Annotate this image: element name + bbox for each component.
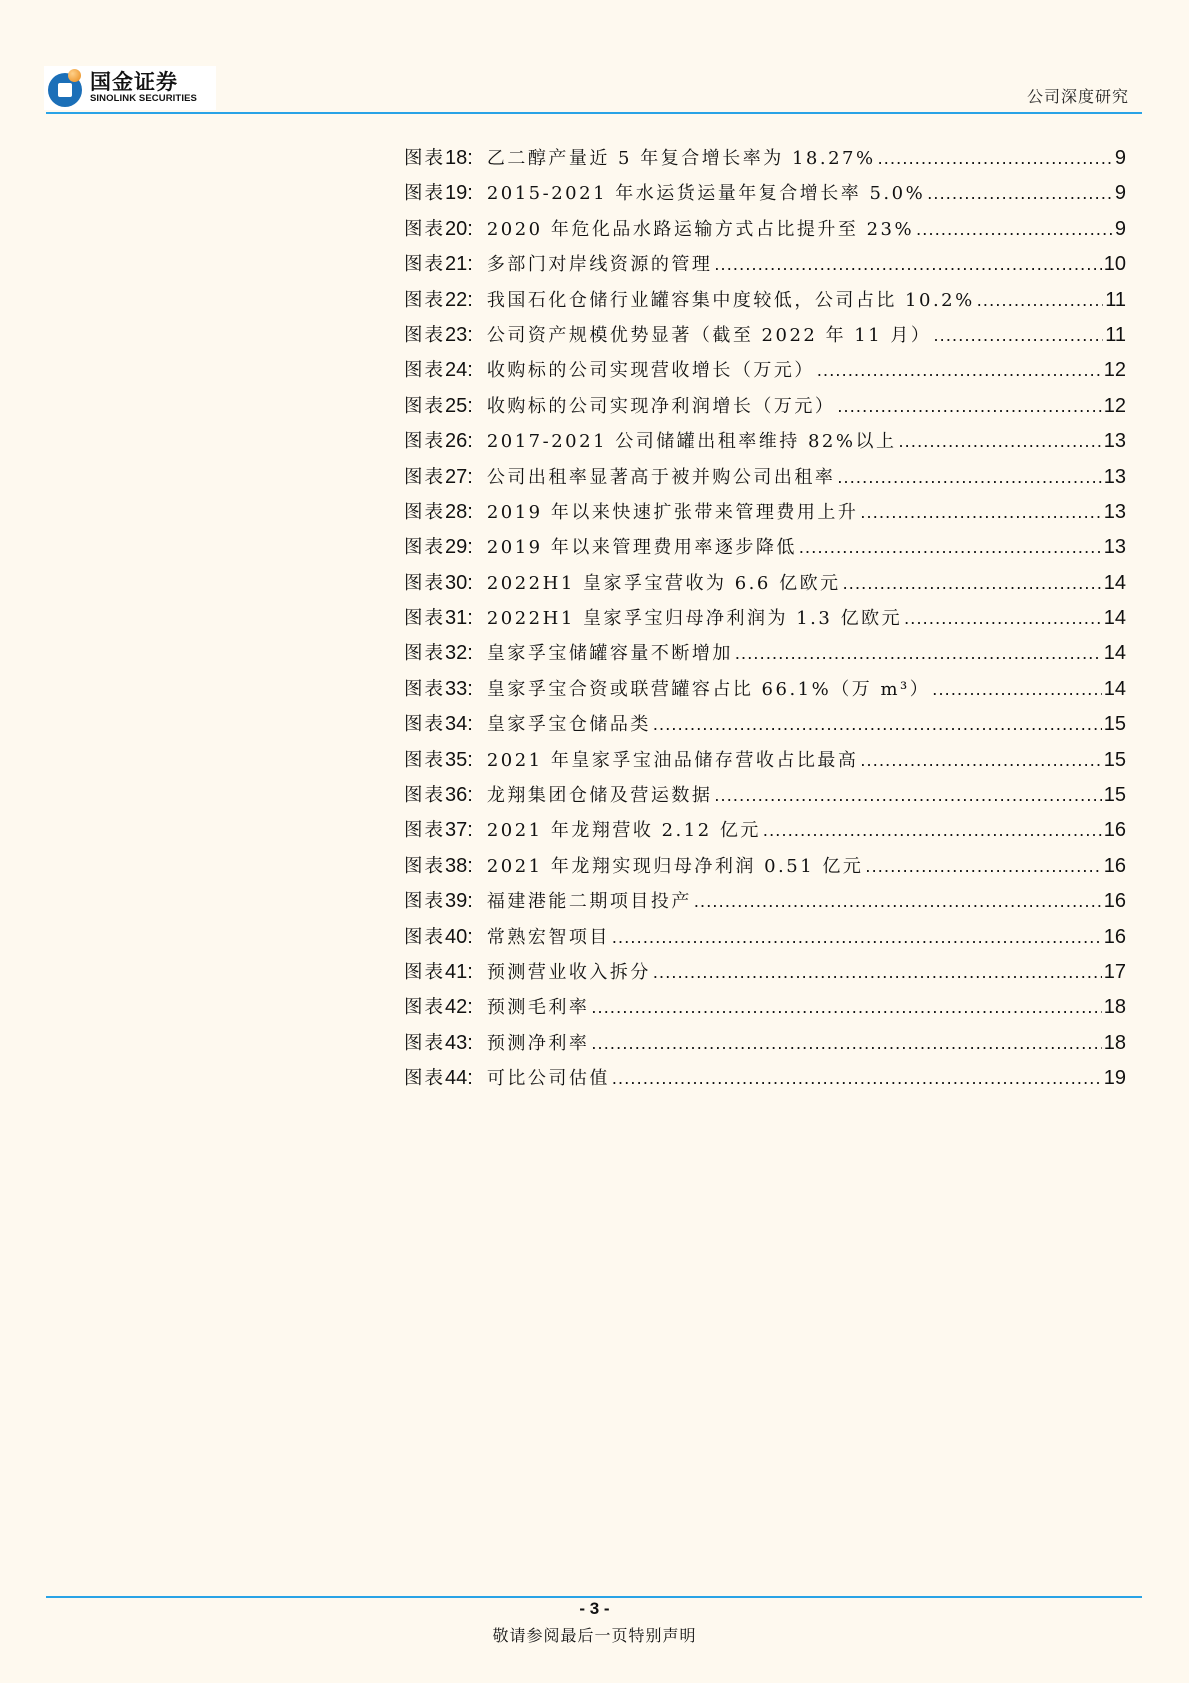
toc-entry-title[interactable]: 皇家孚宝仓储品类: [486, 714, 651, 736]
toc-entry-title[interactable]: 2021 年龙翔实现归母净利润 0.51 亿元: [486, 855, 864, 877]
toc-entry-page[interactable]: 18: [1103, 996, 1126, 1019]
toc-entry-number: 43:: [445, 1031, 473, 1054]
toc-entry-number: 22:: [445, 288, 473, 311]
toc-entry-label: [404, 498, 473, 524]
toc-entry-title[interactable]: 2019 年以来快速扩张带来管理费用上升: [486, 501, 859, 523]
toc-entry[interactable]: [404, 498, 1126, 533]
toc-entry-label: [404, 427, 473, 453]
toc-entry-label: [404, 1029, 473, 1055]
toc-entry-number: 29:: [445, 536, 473, 559]
toc-label-prefix: 图表: [404, 360, 446, 382]
toc-entry-number: 38:: [445, 854, 473, 877]
toc-label-prefix: 图表: [404, 608, 446, 630]
toc-entry-number: 42:: [445, 996, 473, 1019]
toc-entry-page[interactable]: 12: [1103, 359, 1126, 382]
toc-label-prefix: 图表: [404, 254, 446, 276]
toc-entry-number: 40:: [445, 925, 473, 948]
toc-entry-label: [404, 639, 473, 665]
toc-entry-page[interactable]: 9: [1114, 217, 1126, 240]
figure-index-list: [404, 144, 1126, 1100]
toc-entry[interactable]: [404, 887, 1126, 922]
toc-entry-label: [404, 816, 473, 842]
toc-entry-title[interactable]: 常熟宏智项目: [486, 926, 610, 948]
page-number: - 3 -: [579, 1599, 610, 1618]
footer-divider: [46, 1596, 1142, 1598]
toc-entry-title[interactable]: 预测净利率: [486, 1032, 590, 1054]
toc-label-prefix: 图表: [404, 395, 446, 417]
toc-entry-title[interactable]: 公司资产规模优势显著（截至 2022 年 11 月）: [486, 324, 932, 346]
toc-entry-page[interactable]: 9: [1114, 182, 1126, 205]
toc-entry-page[interactable]: 17: [1103, 960, 1126, 983]
toc-entry-title[interactable]: 福建港能二期项目投产: [486, 891, 692, 913]
toc-entry-title[interactable]: 多部门对岸线资源的管理: [486, 254, 713, 276]
toc-dot-leader: [898, 431, 1101, 452]
toc-entry-number: 19:: [445, 182, 473, 205]
toc-entry-label: [404, 463, 473, 489]
toc-entry-number: 41:: [445, 960, 473, 983]
toc-entry-label: [404, 746, 473, 772]
toc-entry[interactable]: [404, 746, 1126, 781]
logo-name-en: SINOLINK SECURITIES: [90, 93, 197, 104]
toc-entry-number: 18:: [445, 147, 473, 169]
toc-entry-page[interactable]: 12: [1103, 394, 1126, 417]
toc-entry-label: [404, 215, 473, 241]
toc-label-prefix: 图表: [404, 537, 446, 559]
toc-entry-number: 37:: [445, 819, 473, 842]
toc-entry[interactable]: [404, 286, 1126, 321]
toc-entry-number: 21:: [445, 253, 473, 276]
toc-entry-title[interactable]: 我国石化仓储行业罐容集中度较低，公司占比 10.2%: [486, 289, 975, 311]
toc-entry-title[interactable]: 2022H1 皇家孚宝营收为 6.6 亿欧元: [486, 572, 841, 594]
toc-entry-number: 27:: [445, 465, 473, 488]
toc-label-prefix: 图表: [404, 891, 446, 913]
toc-entry-number: 23:: [445, 323, 473, 346]
toc-entry-title[interactable]: 2015-2021 年水运货运量年复合增长率 5.0%: [486, 183, 926, 205]
toc-entry-number: 44:: [445, 1067, 473, 1090]
toc-dot-leader: [916, 219, 1113, 240]
toc-entry-number: 34:: [445, 713, 473, 736]
toc-label-prefix: 图表: [404, 289, 446, 311]
toc-entry-page[interactable]: 11: [1105, 323, 1126, 346]
toc-entry-number: 35:: [445, 748, 473, 771]
toc-dot-leader: [977, 290, 1104, 311]
company-logo: [44, 66, 216, 110]
toc-entry-title[interactable]: 乙二醇产量近 5 年复合增长率为 18.27%: [486, 148, 876, 169]
toc-dot-leader: [904, 608, 1102, 629]
toc-entry[interactable]: [404, 215, 1126, 250]
toc-entry-label: [404, 781, 473, 807]
toc-entry-title[interactable]: 可比公司估值: [486, 1068, 610, 1090]
toc-entry-page[interactable]: 16: [1103, 854, 1126, 877]
toc-label-prefix: 图表: [404, 572, 446, 594]
header-divider: [46, 112, 1142, 114]
toc-entry-page[interactable]: 14: [1103, 642, 1126, 665]
toc-label-prefix: 图表: [404, 183, 446, 205]
toc-dot-leader: [653, 962, 1102, 983]
toc-entry[interactable]: [404, 1064, 1126, 1099]
toc-entry-page[interactable]: 14: [1103, 571, 1126, 594]
toc-entry-page[interactable]: 15: [1103, 748, 1126, 771]
toc-entry[interactable]: [404, 781, 1126, 816]
toc-entry-number: 36:: [445, 784, 473, 807]
toc-entry-page[interactable]: 16: [1103, 925, 1126, 948]
toc-dot-leader: [837, 396, 1101, 417]
toc-entry[interactable]: [404, 569, 1126, 604]
toc-entry-title[interactable]: 2021 年龙翔营收 2.12 亿元: [486, 820, 761, 842]
toc-label-prefix: 图表: [404, 466, 446, 488]
toc-entry-title[interactable]: 2021 年皇家孚宝油品储存营收占比最高: [486, 749, 859, 771]
toc-dot-leader: [865, 856, 1101, 877]
toc-entry[interactable]: [404, 321, 1126, 356]
toc-entry-title[interactable]: 皇家孚宝储罐容量不断增加: [486, 643, 733, 665]
toc-entry-label: [404, 533, 473, 559]
toc-entry-title[interactable]: 2019 年以来管理费用率逐步降低: [486, 537, 797, 559]
toc-label-prefix: 图表: [404, 855, 446, 877]
toc-entry-label: [404, 993, 473, 1019]
toc-entry-title[interactable]: 预测营业收入拆分: [486, 961, 651, 983]
toc-dot-leader: [860, 502, 1101, 523]
toc-dot-leader: [612, 927, 1102, 948]
toc-label-prefix: 图表: [404, 324, 446, 346]
toc-label-prefix: 图表: [404, 643, 446, 665]
toc-entry[interactable]: [404, 463, 1126, 498]
toc-dot-leader: [591, 1033, 1101, 1054]
toc-entry-page[interactable]: 19: [1103, 1067, 1126, 1090]
toc-entry[interactable]: [404, 250, 1126, 285]
toc-entry-label: [404, 1064, 473, 1090]
toc-entry-label: [404, 604, 473, 630]
toc-dot-leader: [933, 325, 1103, 346]
toc-entry-page[interactable]: 16: [1103, 819, 1126, 842]
toc-entry-number: 32:: [445, 642, 473, 665]
toc-entry[interactable]: [404, 179, 1126, 214]
toc-dot-leader: [735, 643, 1102, 664]
toc-entry-label: [404, 887, 473, 913]
toc-entry[interactable]: [404, 993, 1126, 1028]
toc-label-prefix: 图表: [404, 997, 446, 1019]
toc-entry-number: 24:: [445, 359, 473, 382]
toc-dot-leader: [653, 714, 1102, 735]
toc-dot-leader: [837, 467, 1101, 488]
toc-label-prefix: 图表: [404, 1068, 446, 1090]
sinolink-logo-icon: [46, 69, 84, 107]
toc-entry-label: [404, 250, 473, 276]
toc-entry-title[interactable]: 2020 年危化品水路运输方式占比提升至 23%: [486, 218, 915, 240]
toc-label-prefix: 图表: [404, 926, 446, 948]
toc-entry-page[interactable]: 13: [1103, 500, 1126, 523]
toc-label-prefix: 图表: [404, 218, 446, 240]
toc-entry-number: 20:: [445, 217, 473, 240]
toc-entry-page[interactable]: 15: [1103, 713, 1126, 736]
toc-dot-leader: [591, 997, 1101, 1018]
toc-dot-leader: [878, 148, 1113, 169]
toc-entry-label: [404, 286, 473, 312]
toc-entry-number: 30:: [445, 571, 473, 594]
toc-label-prefix: 图表: [404, 678, 446, 700]
toc-dot-leader: [932, 679, 1102, 700]
toc-label-prefix: 图表: [404, 1032, 446, 1054]
toc-entry[interactable]: [404, 675, 1126, 710]
toc-entry-title[interactable]: 收购标的公司实现营收增长（万元）: [486, 360, 815, 382]
toc-dot-leader: [714, 254, 1101, 275]
toc-entry-page[interactable]: 14: [1103, 607, 1126, 630]
toc-entry-label: [404, 144, 473, 170]
toc-entry-number: 26:: [445, 430, 473, 453]
toc-dot-leader: [843, 573, 1102, 594]
toc-entry[interactable]: [404, 639, 1126, 674]
toc-label-prefix: 图表: [404, 749, 446, 771]
toc-entry-page[interactable]: 10: [1103, 253, 1126, 276]
toc-entry-title[interactable]: 龙翔集团仓储及营运数据: [486, 785, 713, 807]
toc-entry-title[interactable]: 2017-2021 公司储罐出租率维持 82%以上: [486, 431, 897, 453]
toc-entry-page[interactable]: 15: [1103, 784, 1126, 807]
toc-entry-label: [404, 356, 473, 382]
toc-entry-page[interactable]: 11: [1105, 288, 1126, 311]
toc-entry-title[interactable]: 收购标的公司实现净利润增长（万元）: [486, 395, 836, 417]
toc-entry[interactable]: [404, 958, 1126, 993]
toc-dot-leader: [714, 785, 1101, 806]
toc-entry-title[interactable]: 皇家孚宝合资或联营罐容占比 66.1%（万 m³）: [486, 678, 931, 700]
toc-entry-number: 31:: [445, 607, 473, 630]
toc-label-prefix: 图表: [404, 148, 446, 169]
toc-entry-title[interactable]: 公司出租率显著高于被并购公司出租率: [486, 466, 836, 488]
toc-entry[interactable]: [404, 392, 1126, 427]
logo-name-cn: 国金证券: [90, 70, 178, 94]
toc-entry-label: [404, 675, 473, 701]
toc-entry-label: [404, 852, 473, 878]
toc-dot-leader: [694, 891, 1102, 912]
toc-entry-page[interactable]: 16: [1103, 890, 1126, 913]
toc-entry-page[interactable]: 13: [1103, 465, 1126, 488]
report-type-label: 公司深度研究: [1026, 87, 1129, 106]
toc-entry[interactable]: [404, 144, 1126, 179]
toc-entry-title[interactable]: 2022H1 皇家孚宝归母净利润为 1.3 亿欧元: [486, 608, 903, 630]
toc-entry[interactable]: [404, 923, 1126, 958]
toc-entry-page[interactable]: 13: [1103, 536, 1126, 559]
toc-entry[interactable]: [404, 710, 1126, 745]
toc-entry-label: [404, 958, 473, 984]
toc-entry[interactable]: [404, 533, 1126, 568]
toc-dot-leader: [763, 820, 1102, 841]
toc-entry-number: 28:: [445, 500, 473, 523]
toc-entry-number: 33:: [445, 677, 473, 700]
toc-entry[interactable]: [404, 852, 1126, 887]
toc-entry-label: [404, 923, 473, 949]
disclaimer-note: 敬请参阅最后一页特别声明: [492, 1626, 697, 1645]
toc-entry-page[interactable]: 13: [1103, 430, 1126, 453]
toc-label-prefix: 图表: [404, 501, 446, 523]
toc-label-prefix: 图表: [404, 431, 446, 453]
toc-entry-label: [404, 179, 473, 205]
toc-entry-label: [404, 321, 473, 347]
toc-entry[interactable]: [404, 427, 1126, 462]
toc-entry-label: [404, 569, 473, 595]
toc-entry-page[interactable]: 18: [1103, 1031, 1126, 1054]
toc-entry-page[interactable]: 14: [1103, 677, 1126, 700]
toc-entry-label: [404, 710, 473, 736]
toc-entry-number: 39:: [445, 890, 473, 913]
toc-entry-label: [404, 392, 473, 418]
toc-dot-leader: [799, 537, 1102, 558]
toc-entry-number: 25:: [445, 394, 473, 417]
toc-label-prefix: 图表: [404, 714, 446, 736]
toc-label-prefix: 图表: [404, 785, 446, 807]
toc-dot-leader: [817, 360, 1102, 381]
toc-dot-leader: [860, 750, 1101, 771]
toc-entry-page[interactable]: 9: [1114, 147, 1126, 169]
toc-label-prefix: 图表: [404, 961, 446, 983]
toc-label-prefix: 图表: [404, 820, 446, 842]
toc-entry[interactable]: [404, 1029, 1126, 1064]
toc-entry[interactable]: [404, 604, 1126, 639]
toc-entry-title[interactable]: 预测毛利率: [486, 997, 590, 1019]
toc-entry[interactable]: [404, 816, 1126, 851]
toc-dot-leader: [612, 1068, 1102, 1089]
toc-dot-leader: [927, 183, 1113, 204]
toc-entry[interactable]: [404, 356, 1126, 391]
